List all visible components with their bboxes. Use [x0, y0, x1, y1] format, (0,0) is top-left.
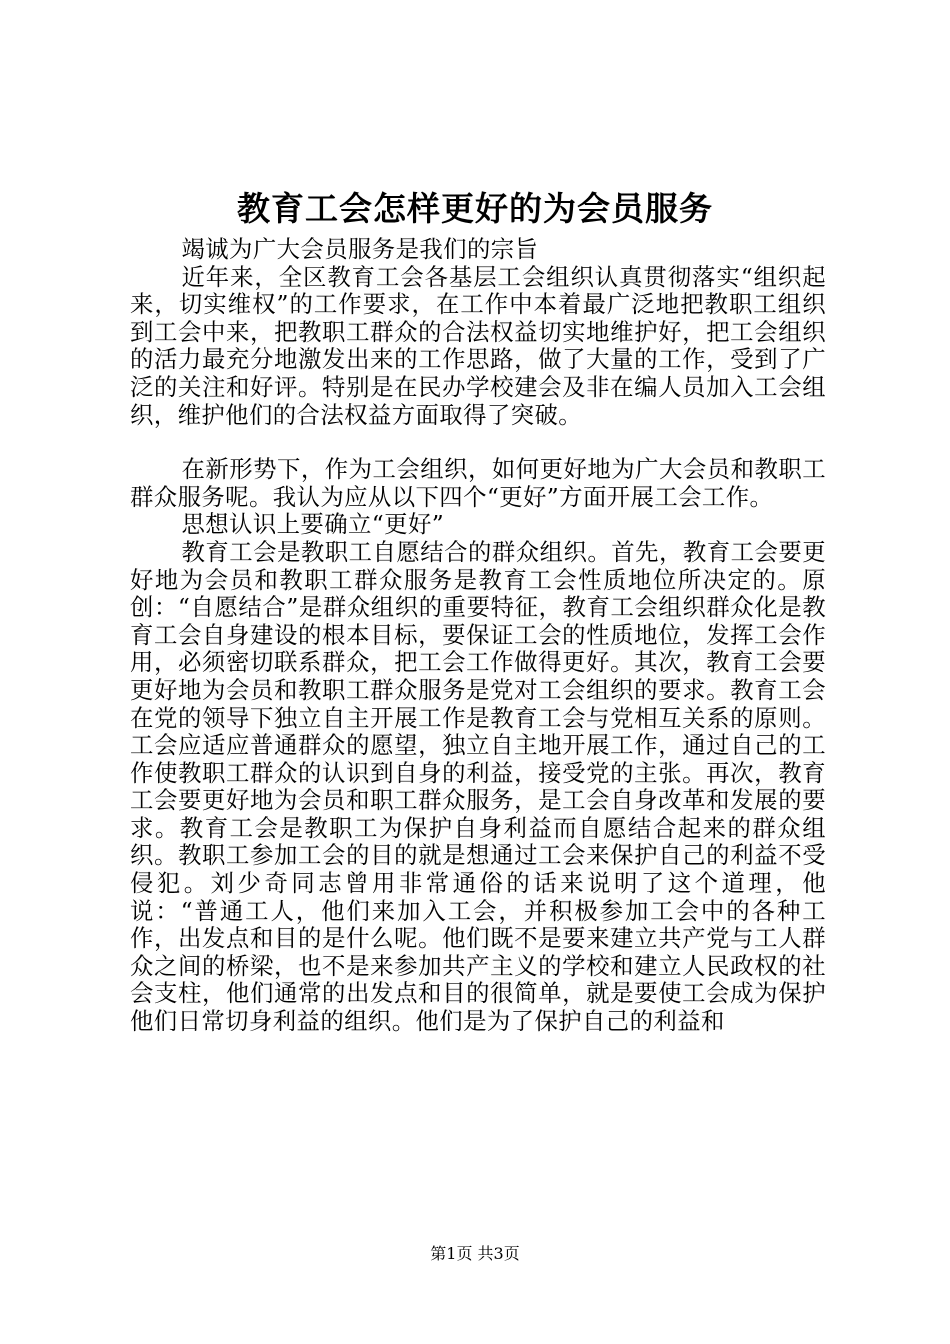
- document-title: 教育工会怎样更好的为会员服务: [237, 189, 713, 228]
- paragraph-subtitle: 竭诚为广大会员服务是我们的宗旨: [181, 235, 539, 263]
- paragraph-body: 教育工会是教职工自愿结合的群众组织。首先，教育工会要更好地为会员和教职工群众服务是教育工会性质地位所决定的。原创：“自愿结合”是群众组织的重要特征，教育工会组织群众化是教育工会自身建设的根本目标，要保证工会的性质地位，发挥工会作用，必须密切联系群众，把工会工作做得更好。其次，教育工会要更好地为会员和教职工群众服务是党对工会组织的要求。教育工会在党的领导下独立自主开展工作是教育工会与党相互关系的原则。工会应适应普通群众的愿望，独立自主地开展工作，通过自己的工作使教职工群众的认识到自身的利益，接受党的主张。再次，教育工会要更好地为会员和职工群众服务，是工会自身改革和发展的要求。教育工会是教职工为保护自身利益而自愿结合起来的群众组织。教职工参加工会的目的就是想通过工会来保护自己的利益不受侵犯。刘少奇同志曾用非常通俗的话来说明了这个道理，他说：“普通工人，他们来加入工会，并积极参加工会中的各种工作，出发点和目的是什么呢。他们既不是要来建立共产党与工人群众之间的桥梁，也不是来参加共产主义的学校和建立人民政权的社会支柱，他们通常的出发点和目的很简单，就是要使工会成为保护他们日常切身利益的组织。他们是为了保护自己的利益和: [130, 537, 826, 1036]
- document-body: [130, 236, 826, 1036]
- page-footer: 第1页 共3页: [430, 1244, 520, 1263]
- paragraph-intro: 近年来，全区教育工会各基层工会组织认真贯彻落实“组织起来，切实维权”的工作要求，在工作中本着最广泛地把教职工组织到工会中来，把教职工群众的合法权益切实地维护好，把工会组织的活力最充分地激发出来的工作思路，做了大量的工作，受到了广泛的关注和好评。特别是在民办学校建会及非在编人员加入工会组织，维护他们的合法权益方面取得了突破。: [130, 262, 826, 429]
- paragraph-question: 在新形势下，作为工会组织，如何更好地为广大会员和教职工群众服务呢。我认为应从以下四个“更好”方面开展工会工作。: [130, 455, 826, 511]
- section-heading: 思想认识上要确立“更好”: [181, 510, 445, 539]
